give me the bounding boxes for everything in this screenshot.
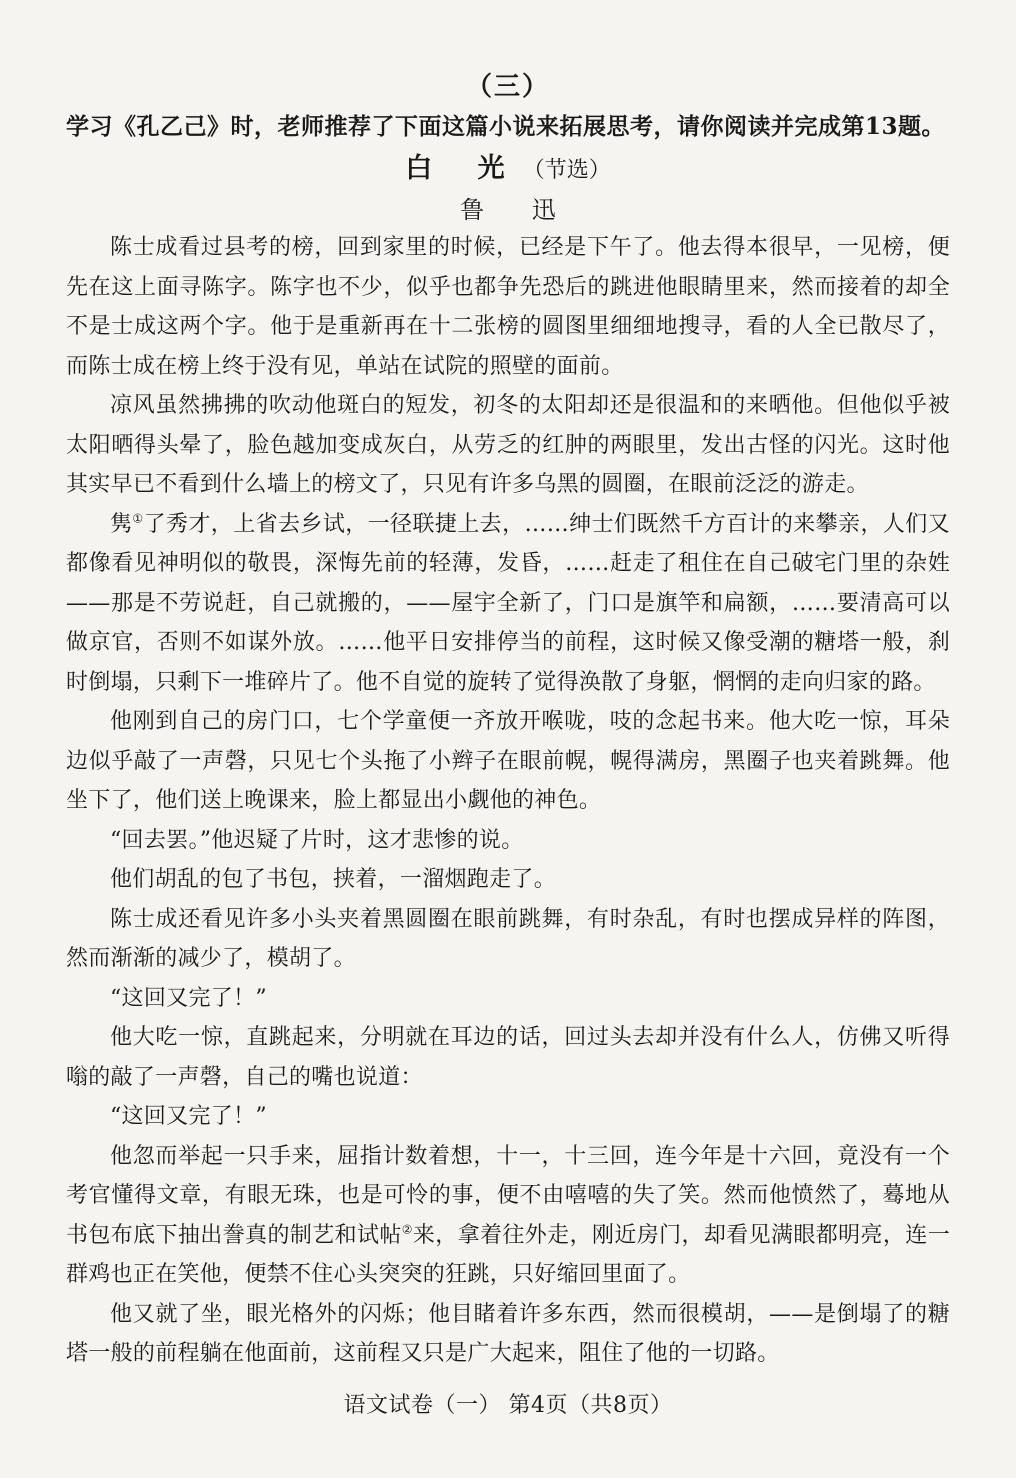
paragraph-5: “回去罢。”他迟疑了片时，这才悲惨的说。 [110,827,524,853]
footnote-mark-2: ② [401,1222,413,1237]
paragraph-3 [66,505,950,703]
paragraph-8: “这回又完了！” [110,985,267,1011]
story-author: 鲁 迅 [460,196,576,224]
question-intro: 学习《孔乙己》时，老师推荐了下面这篇小说来拓展思考，请你阅读并完成第13题。 [66,113,946,140]
paragraph-3-rest: 了秀才，上省去乡试，一径联捷上去，……绅士们既然千方百计的来攀亲，人们又都像看见神明似的敬畏，深悔先前的轻薄，发昏，……赶走了租住在自己破宅门里的杂姓——那是不劳说赶，自己就搬的，——屋宇全新了，门口是旗竿和扁额，……要清高可以做京官，否则不如谋外放。……他平日安排停当的前程，这时候又像受潮的糖塔一般，刹时倒塌，只剩下一堆碎片了。他不自觉的旋转了觉得涣散了身躯，惘惘的走向归家的路。 [66,511,950,695]
paragraph-11-start: 他忽而举起一只手来，屈指计数着想，十一，十三回，连今年是十六回，竟没有一个考官懂得文章，有眼无珠，也是可怜的事，便不由嘻嘻的失了笑。然而他愤然了，蓦地从书包布底下抽出誊真的制艺和试帖 [66,1143,950,1248]
footnote-mark-1: ① [132,511,144,526]
paragraph-1: 陈士成看过县考的榜，回到家里的时候，已经是下午了。他去得本很早，一见榜，便先在这上面寻陈字。陈字也不少，似乎也都争先恐后的跳进他眼睛里来，然而接着的却全不是士成这两个字。他于是重新再在十二张榜的圆图里细细地搜寻，看的人全已散尽了，而陈士成在榜上终于没有见，单站在试院的照壁的面前。 [66,235,950,379]
paragraph-2: 凉风虽然拂拂的吹动他斑白的短发，初冬的太阳却还是很温和的来晒他。但他似乎被太阳晒得头晕了，脸色越加变成灰白，从劳乏的红肿的两眼里，发出古怪的闪光。这时他其实早已不看到什么墙上的榜文了，只见有许多乌黑的圆圈，在眼前泛泛的游走。 [66,393,950,497]
paragraph-6: 他们胡乱的包了书包，挟着，一溜烟跑走了。 [110,867,557,892]
paragraph-11-rest: 来，拿着往外走，刚近房门，却看见满眼都明亮，连一群鸡也正在笑他，便禁不住心头突突的狂跳，只好缩回里面了。 [66,1222,950,1287]
paragraph-3-start: 隽 [110,511,133,537]
paragraph-10: “这回又完了！” [110,1104,267,1129]
story-title: 白 光 [405,153,523,184]
paragraph-7: 陈士成还看见许多小头夹着黑圆圈在眼前跳舞，有时杂乱，有时也摆成异样的阵图，然而渐渐的减少了，模胡了。 [66,906,950,971]
section-number: （三） [465,72,550,102]
paragraph-9: 他大吃一惊，直跳起来，分明就在耳边的话，回过头去却并没有什么人，仿佛又听得嗡的敲了一声磬，自己的嘴也说道： [66,1025,950,1090]
paragraph-12: 他又就了坐，眼光格外的闪烁；他目睹着许多东西，然而很模胡，——是倒塌了的糖塔一般的前程躺在他面前，这前程又只是广大起来，阻住了他的一切路。 [66,1301,950,1366]
story-heading [0,146,1016,185]
paragraph-4: 他刚到自己的房门口，七个学童便一齐放开喉咙，吱的念起书来。他大吃一惊，耳朵边似乎敲了一声磬，只见七个头拖了小辫子在眼前幌，幌得满房，黑圈子也夹着跳舞。他坐下了，他们送上晚课来，脸上都显出小觑他的神色。 [66,709,950,813]
story-body [66,228,950,1374]
paragraph-11 [66,1137,950,1295]
story-title-note: （节选） [522,158,611,183]
page-footer: 语文试卷（一） 第4页（共8页） [343,1393,673,1418]
